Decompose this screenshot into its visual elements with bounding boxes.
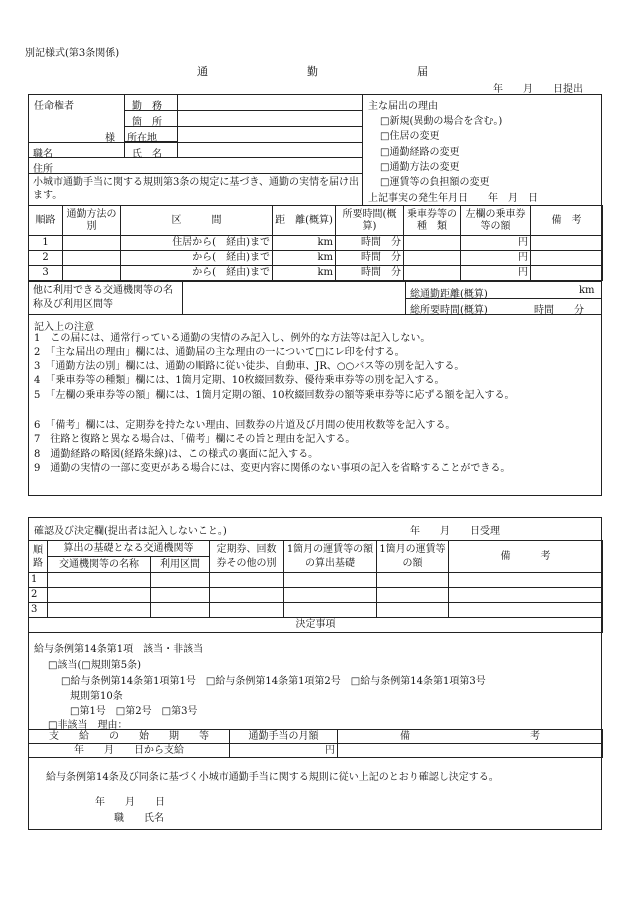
note-item: 5 「左欄の乗車券等の額」欄には、1箇月定期の額、10枚綴回数券の額等乗車券等に応ずる額を記入する。 xyxy=(34,390,515,401)
header-fare: 1箇月の運賃等の額 xyxy=(377,541,449,573)
section-cell[interactable] xyxy=(151,573,210,588)
section-cell[interactable]: から( 経由)まで xyxy=(121,266,273,281)
appointer-label: 任命権者 xyxy=(34,101,74,112)
route-no: 1 xyxy=(29,573,48,588)
sama-label: 様 xyxy=(105,133,115,144)
distance-cell[interactable]: km xyxy=(273,266,336,281)
header-time: 所要時間(概算) xyxy=(336,206,404,236)
transport-name-cell[interactable] xyxy=(48,588,151,603)
time-cell[interactable]: 時間 分 xyxy=(336,236,404,251)
header-remarks: 備 考 xyxy=(531,206,603,236)
remarks-label: 備 考 xyxy=(338,730,603,744)
article-items[interactable]: □給与条例第14条第1項第1号 □給与条例第14条第1項第2号 □給与条例第14条第1項第3号 xyxy=(61,676,486,687)
confirmation-title: 確認及び決定欄(提出者は記入しないこと。) xyxy=(34,526,227,537)
applicable-option[interactable]: □該当(□規則第5条) xyxy=(48,660,142,671)
address-label: 住所 xyxy=(33,164,53,175)
fare-cell[interactable] xyxy=(377,573,449,588)
header-ticket-type: 乗車券等の 種 類 xyxy=(404,206,461,236)
total-time-unit: 時間 分 xyxy=(534,305,584,316)
note-item: 6 「備考」欄には、定期券を持たない理由、回数券の片道及び月間の使用枚数等を記入する。 xyxy=(34,420,456,431)
ticket-type-cell[interactable] xyxy=(404,266,461,281)
header-distance: 距 離(概算) xyxy=(273,206,336,236)
note-item: 2 「主な届出の理由」欄には、通勤届の主な理由の一について□にレ印を付する。 xyxy=(34,347,405,358)
decision-date: 年 月 日 xyxy=(95,797,165,808)
route-no: 3 xyxy=(29,266,63,281)
ticket-type-cell[interactable] xyxy=(404,236,461,251)
divider xyxy=(28,142,363,143)
table-row xyxy=(29,573,603,588)
position-label: 職名 xyxy=(33,149,53,160)
reason-title: 主な届出の理由 xyxy=(368,101,438,112)
section-cell[interactable]: 住居から( 経由)まで xyxy=(121,236,273,251)
routes-table xyxy=(28,205,603,281)
table-row xyxy=(29,266,603,281)
ticket-amount-cell[interactable]: 円 xyxy=(461,236,531,251)
decision-heading: 決定事項 xyxy=(29,618,603,633)
header-ticket-amount: 左欄の乗車券等の額 xyxy=(461,206,531,236)
ticket-amount-cell[interactable]: 円 xyxy=(461,251,531,266)
total-distance-label: 総通勤距離(概算) xyxy=(410,289,488,300)
remarks-cell[interactable] xyxy=(449,573,603,588)
time-cell[interactable]: 時間 分 xyxy=(336,251,404,266)
remarks-field[interactable] xyxy=(338,744,603,758)
remarks-cell[interactable] xyxy=(449,603,603,618)
route-no: 3 xyxy=(29,603,48,618)
received-date: 年 月 日受理 xyxy=(410,526,500,537)
section-cell[interactable] xyxy=(151,588,210,603)
monthly-amount[interactable]: 円 xyxy=(230,744,338,758)
other-transport-field[interactable] xyxy=(182,281,406,315)
header-method: 通勤方法の 別 xyxy=(63,206,121,236)
location-label: 所在地 xyxy=(127,133,157,144)
ticket-amount-cell[interactable]: 円 xyxy=(461,266,531,281)
fare-basis-cell[interactable] xyxy=(284,573,377,588)
reason-new[interactable]: □新規(異動の場合を含む。) xyxy=(380,116,503,127)
declaration-text: 小城市通勤手当に関する規則第3条の規定に基づき、通勤の実情を届け出ます。 xyxy=(33,177,359,201)
decision-statement: 給与条例第14条及び同条に基づく小城市通勤手当に関する規則に従い上記のとおり確認し決定する。 xyxy=(46,772,499,783)
name-label: 氏 名 xyxy=(132,149,162,160)
header-transport-name: 交通機関等の名称 xyxy=(48,557,151,573)
rule10-items[interactable]: □第1号 □第2号 □第3号 xyxy=(70,706,198,717)
distance-cell[interactable]: km xyxy=(273,251,336,266)
occurrence-date: 上記事実の発生年月日 年 月 日 xyxy=(368,193,538,204)
fare-basis-cell[interactable] xyxy=(284,603,377,618)
table-row xyxy=(29,251,603,266)
transport-name-cell[interactable] xyxy=(48,603,151,618)
header-fare-basis: 1箇月の運賃等の額の算出基礎 xyxy=(284,541,377,573)
table-row xyxy=(29,603,603,618)
note-item: 3 「通勤方法の別」欄には、通勤の順路に従い徒歩、自動車、JR、○○バス等の別を記入する。 xyxy=(34,361,465,372)
header-order: 順路 xyxy=(29,206,63,236)
header-section: 区 間 xyxy=(121,206,273,236)
note-item: 7 往路と復路と異なる場合は、「備考」欄にその旨と理由を記入する。 xyxy=(34,434,356,445)
header-section: 利用区間 xyxy=(151,557,210,573)
divider xyxy=(28,173,363,174)
remarks-cell[interactable] xyxy=(449,588,603,603)
total-time-label: 総所要時間(概算) xyxy=(410,305,488,316)
header-ticket: 定期券、回数券その他の別 xyxy=(210,541,284,573)
section-cell[interactable] xyxy=(151,603,210,618)
remarks-cell[interactable] xyxy=(531,266,603,281)
header-basis: 算出の基礎となる交通機関等 xyxy=(48,541,210,557)
table-row xyxy=(29,236,603,251)
submit-date: 年 月 日提出 xyxy=(493,84,583,95)
ticket-cell[interactable] xyxy=(210,573,284,588)
rule10-label: 規則第10条 xyxy=(70,691,123,702)
kinmu-label: 勤 務 xyxy=(132,101,162,112)
start-label: 支 給 の 始 期 等 xyxy=(29,730,230,744)
note-item: 9 通勤の実情の一部に変更がある場合には、変更内容に関係のない事項の記入を省略することができる。 xyxy=(34,463,511,474)
section-cell[interactable]: から( 経由)まで xyxy=(121,251,273,266)
fare-basis-cell[interactable] xyxy=(284,588,377,603)
reason-method[interactable]: □通勤方法の変更 xyxy=(380,162,460,173)
notes-title: 記入上の注意 xyxy=(34,322,94,333)
kasho-label: 箇 所 xyxy=(132,117,162,128)
reason-residence[interactable]: □住居の変更 xyxy=(380,131,440,142)
method-cell[interactable] xyxy=(63,266,121,281)
method-cell[interactable] xyxy=(63,251,121,266)
divider xyxy=(28,157,363,158)
method-cell[interactable] xyxy=(63,236,121,251)
monthly-label: 通勤手当の月額 xyxy=(230,730,338,744)
reason-route[interactable]: □通勤経路の変更 xyxy=(380,147,460,158)
time-cell[interactable]: 時間 分 xyxy=(336,266,404,281)
confirmation-table xyxy=(28,540,603,633)
article14-line: 給与条例第14条第1項 該当・非該当 xyxy=(34,644,204,655)
header-order: 順路 xyxy=(29,541,48,573)
note-item: 1 この届には、通常行っている通勤の実情のみ記入し、例外的な方法等は記入しない。 xyxy=(34,333,431,344)
reason-fare[interactable]: □運賃等の負担額の変更 xyxy=(380,177,490,188)
table-row xyxy=(29,588,603,603)
ticket-cell[interactable] xyxy=(210,603,284,618)
official-position-name: 職 氏名 xyxy=(114,813,164,824)
route-no: 2 xyxy=(29,251,63,266)
header-remarks: 備 考 xyxy=(449,541,603,573)
ticket-cell[interactable] xyxy=(210,588,284,603)
route-no: 1 xyxy=(29,236,63,251)
ticket-type-cell[interactable] xyxy=(404,251,461,266)
transport-name-cell[interactable] xyxy=(48,573,151,588)
not-applicable-option[interactable]: □非該当 理由： xyxy=(48,720,128,731)
note-item: 4 「乗車券等の種類」欄には、1箇月定期、10枚綴回数券、優待乗車券等の別を記入する。 xyxy=(34,375,445,386)
remarks-cell[interactable] xyxy=(531,251,603,266)
total-distance-unit: km xyxy=(579,285,595,296)
remarks-cell[interactable] xyxy=(531,236,603,251)
start-date[interactable]: 年 月 日から支給 xyxy=(29,744,230,758)
form-reference: 別記様式(第3条関係) xyxy=(25,48,120,59)
note-item: 8 通勤経路の略図(経路朱線)は、この様式の裏面に記入する。 xyxy=(34,449,319,460)
form-title: 通 勤 届 xyxy=(197,65,428,78)
route-no: 2 xyxy=(29,588,48,603)
fare-cell[interactable] xyxy=(377,588,449,603)
fare-cell[interactable] xyxy=(377,603,449,618)
payment-start-table xyxy=(28,729,603,758)
distance-cell[interactable]: km xyxy=(273,236,336,251)
other-transport-label: 他に利用できる交通機関等の名称及び利用区間等 xyxy=(33,285,173,310)
